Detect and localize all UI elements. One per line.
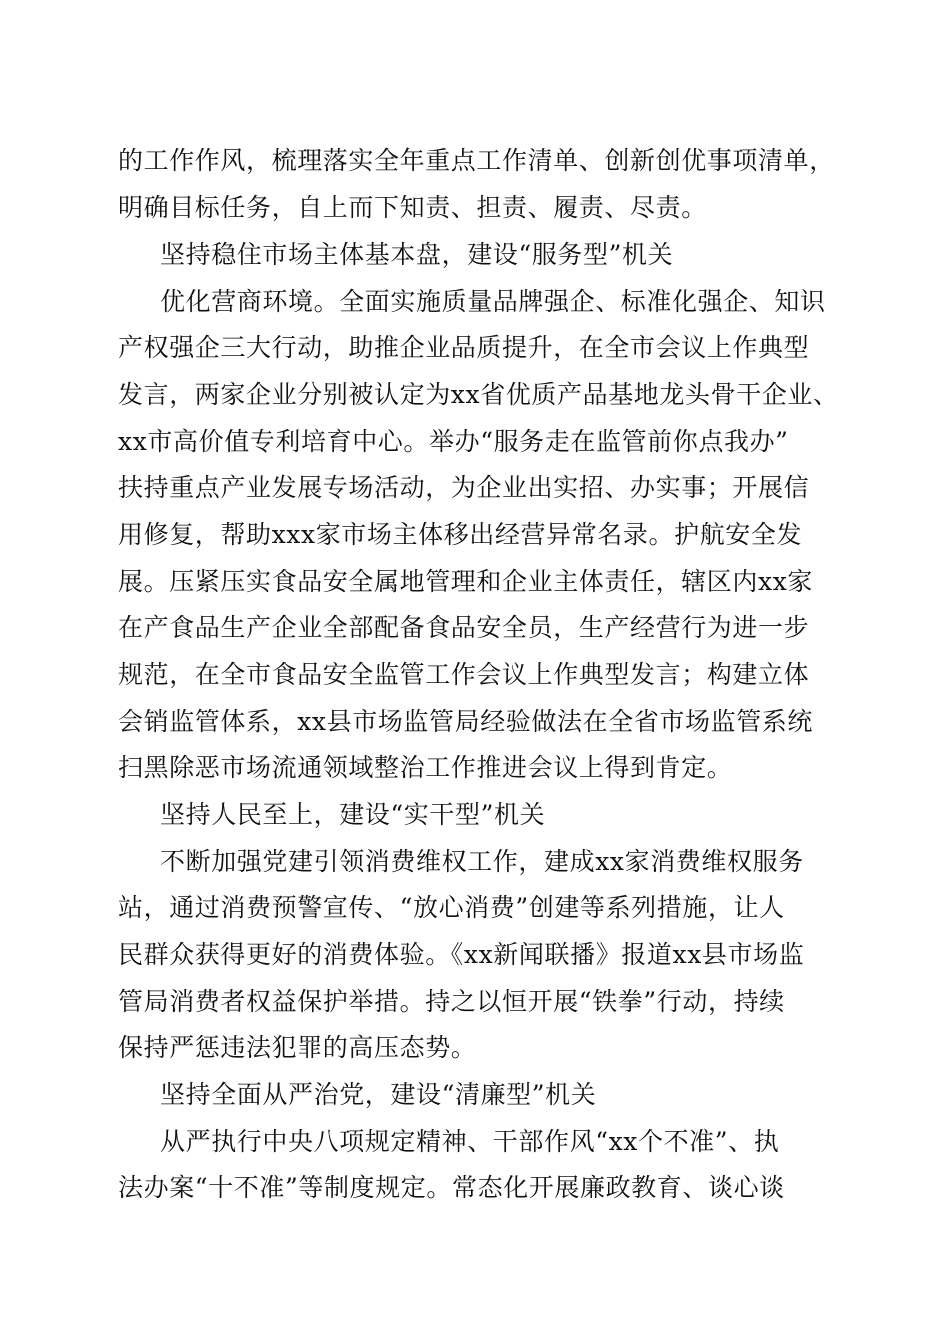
body-text-line: 法办案“十不准”等制度规定。常态化开展廉政教育、谈心谈: [118, 1173, 785, 1202]
body-text-line: 产权强企三大行动，助推企业品质提升，在全市会议上作典型: [118, 333, 810, 362]
body-text-line: 展。压紧压实食品安全属地管理和企业主体责任，辖区内xx家: [118, 567, 814, 596]
body-text-line: xx市高价值专利培育中心。举办“服务走在监管前你点我办”: [118, 427, 789, 456]
body-text-line: 站，通过消费预警宣传、“放心消费”创建等系列措施，让人: [118, 893, 785, 922]
body-text-line: 明确目标任务，自上而下知责、担责、履责、尽责。: [118, 193, 707, 222]
body-text-line: 管局消费者权益保护举措。持之以恒开展“铁拳”行动，持续: [118, 987, 785, 1016]
section-heading: 坚持全面从严治党，建设“清廉型”机关: [160, 1080, 597, 1109]
body-text-line: 保持严惩违法犯罪的高压态势。: [118, 1033, 477, 1062]
body-text-line: 扫黑除恶市场流通领域整治工作推进会议上得到肯定。: [118, 753, 733, 782]
body-text-line: 发言，两家企业分别被认定为xx省优质产品基地龙头骨干企业、: [118, 380, 839, 409]
body-text-line: 在产食品生产企业全部配备食品安全员，生产经营行为进一步: [118, 613, 810, 642]
body-text-line: 的工作作风，梳理落实全年重点工作清单、创新创优事项清单，: [118, 146, 835, 175]
body-text-line: 民群众获得更好的消费体验。《xx新闻联播》报道xx县市场监: [118, 940, 805, 969]
body-text-line: 优化营商环境。全面实施质量品牌强企、标准化强企、知识: [160, 287, 826, 316]
section-heading: 坚持稳住市场主体基本盘，建设“服务型”机关: [160, 240, 674, 269]
body-text-line: 规范，在全市食品安全监管工作会议上作典型发言；构建立体: [118, 660, 810, 689]
section-heading: 坚持人民至上，建设“实干型”机关: [160, 800, 546, 829]
body-text-line: 用修复，帮助xxx家市场主体移出经营异常名录。护航安全发: [118, 520, 803, 549]
body-text-line: 会销监管体系，xx县市场监管局经验做法在全省市场监管系统: [118, 707, 814, 736]
body-text-line: 不断加强党建引领消费维权工作，建成xx家消费维权服务: [160, 847, 804, 876]
body-text-line: 从严执行中央八项规定精神、干部作风“xx个不准”、执: [160, 1127, 780, 1156]
body-text-line: 扶持重点产业发展专场活动，为企业出实招、办实事；开展信: [118, 473, 810, 502]
